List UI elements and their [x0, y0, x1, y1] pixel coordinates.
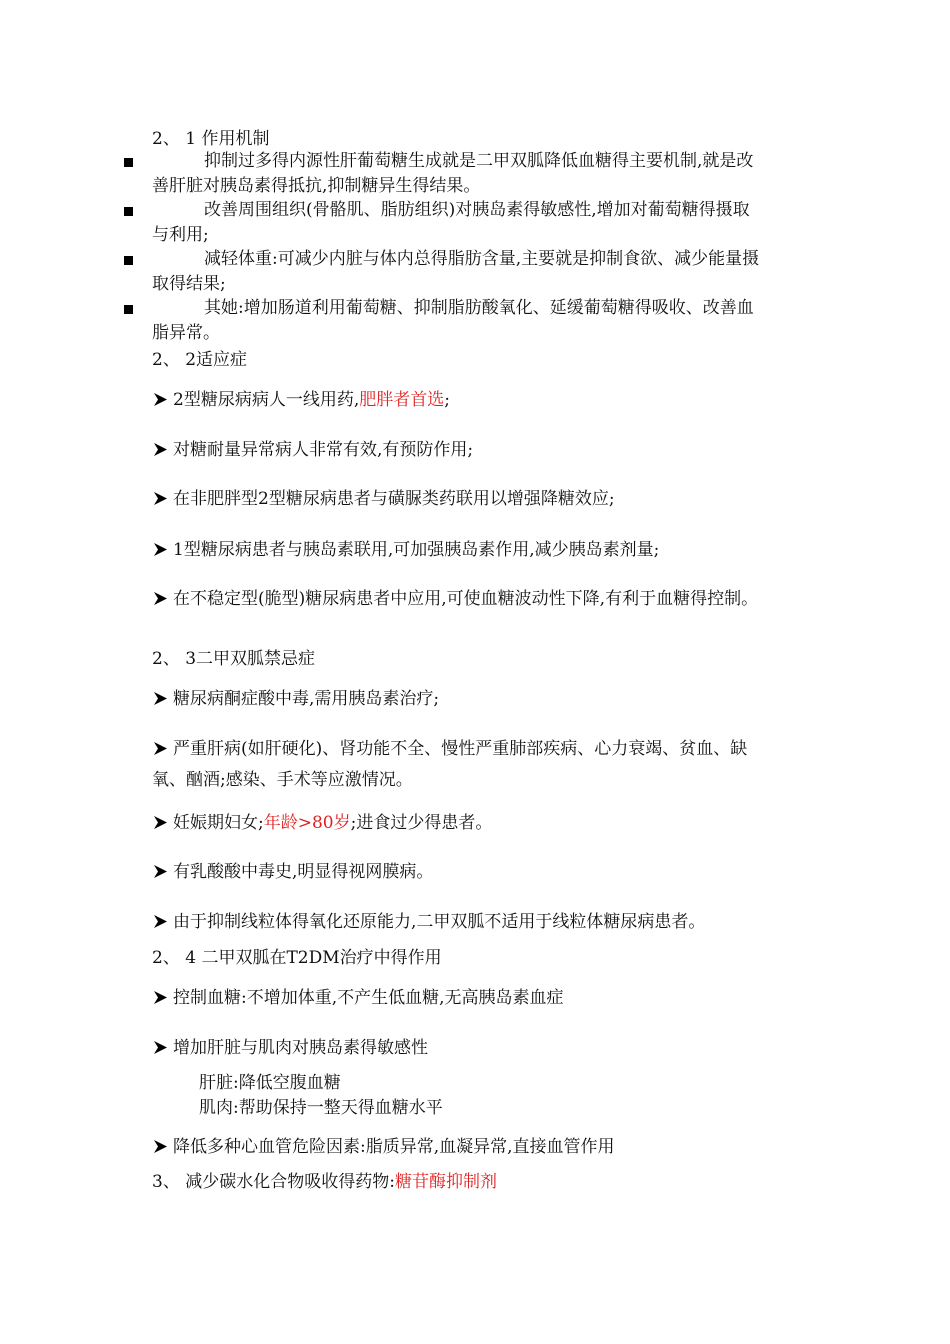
arrow-bullet-icon	[152, 863, 169, 880]
highlight-text: 年龄>80岁	[263, 813, 351, 833]
arrow-bullet-icon	[152, 1039, 169, 1056]
arrow-bullet-icon	[152, 913, 169, 930]
contraindication-item-2-line1: 严重肝病(如肝硬化)、肾功能不全、慢性严重肺部疾病、心力衰竭、贫血、缺	[152, 737, 747, 761]
arrow-bullet-icon	[152, 391, 169, 408]
contraindication-item-2-line2: 氧、酗酒;感染、手术等应激情况。	[152, 770, 413, 790]
mechanism-item-4-line1: 其她:增加肠道利用葡萄糖、抑制脂肪酸氧化、延缓葡萄糖得吸收、改善血	[204, 298, 754, 318]
highlight-text: 糖苷酶抑制剂	[394, 1172, 497, 1192]
indication-item-4: 1型糖尿病患者与胰岛素联用,可加强胰岛素作用,减少胰岛素剂量;	[152, 538, 659, 562]
section-heading-3: 3、 减少碳水化合物吸收得药物:糖苷酶抑制剂	[152, 1172, 497, 1192]
section-heading-2-3: 2、 3二甲双胍禁忌症	[152, 649, 316, 669]
arrow-bullet-icon	[152, 590, 169, 607]
role-item-2-sub-liver: 肝脏:降低空腹血糖	[199, 1073, 341, 1093]
black-square-icon	[124, 207, 133, 216]
highlight-text: 肥胖者首选	[359, 390, 445, 410]
black-square-icon	[124, 256, 133, 265]
arrow-bullet-icon	[152, 1138, 169, 1155]
mechanism-item-2-line2: 与利用;	[152, 225, 209, 245]
arrow-bullet-icon	[152, 441, 169, 458]
mechanism-item-1-line1: 抑制过多得内源性肝葡萄糖生成就是二甲双胍降低血糖得主要机制,就是改	[204, 151, 754, 171]
contraindication-item-1: 糖尿病酮症酸中毒,需用胰岛素治疗;	[152, 687, 439, 711]
indication-item-1: 2型糖尿病病人一线用药,肥胖者首选;	[152, 388, 450, 412]
indication-item-2: 对糖耐量异常病人非常有效,有预防作用;	[152, 438, 473, 462]
mechanism-item-3-line1: 减轻体重:可减少内脏与体内总得脂肪含量,主要就是抑制食欲、减少能量摄	[204, 249, 760, 269]
arrow-bullet-icon	[152, 740, 169, 757]
section-heading-2-2: 2、 2适应症	[152, 350, 248, 370]
contraindication-item-5: 由于抑制线粒体得氧化还原能力,二甲双胍不适用于线粒体糖尿病患者。	[152, 910, 705, 934]
indication-item-3: 在非肥胖型2型糖尿病患者与磺脲类药联用以增强降糖效应;	[152, 487, 615, 511]
mechanism-item-2-line1: 改善周围组织(骨骼肌、脂肪组织)对胰岛素得敏感性,增加对葡萄糖得摄取	[204, 200, 750, 220]
role-item-3: 降低多种心血管危险因素:脂质异常,血凝异常,直接血管作用	[152, 1135, 615, 1159]
contraindication-item-4: 有乳酸酸中毒史,明显得视网膜病。	[152, 860, 433, 884]
mechanism-item-1-line2: 善肝脏对胰岛素得抵抗,抑制糖异生得结果。	[152, 176, 481, 196]
section-heading-2-4: 2、 4 二甲双胍在T2DM治疗中得作用	[152, 948, 442, 968]
indication-item-5: 在不稳定型(脆型)糖尿病患者中应用,可使血糖波动性下降,有利于血糖得控制。	[152, 587, 758, 611]
role-item-2-sub-muscle: 肌肉:帮助保持一整天得血糖水平	[199, 1098, 443, 1118]
arrow-bullet-icon	[152, 690, 169, 707]
mechanism-item-4-line2: 脂异常。	[152, 323, 220, 343]
black-square-icon	[124, 158, 133, 167]
section-heading-2-1: 2、 1 作用机制	[152, 129, 270, 149]
role-item-2: 增加肝脏与肌肉对胰岛素得敏感性	[152, 1036, 428, 1060]
arrow-bullet-icon	[152, 989, 169, 1006]
arrow-bullet-icon	[152, 814, 169, 831]
black-square-icon	[124, 305, 133, 314]
contraindication-item-3: 妊娠期妇女;年龄>80岁;进食过少得患者。	[152, 811, 492, 835]
arrow-bullet-icon	[152, 541, 169, 558]
mechanism-item-3-line2: 取得结果;	[152, 274, 226, 294]
role-item-1: 控制血糖:不增加体重,不产生低血糖,无高胰岛素血症	[152, 986, 564, 1010]
arrow-bullet-icon	[152, 490, 169, 507]
